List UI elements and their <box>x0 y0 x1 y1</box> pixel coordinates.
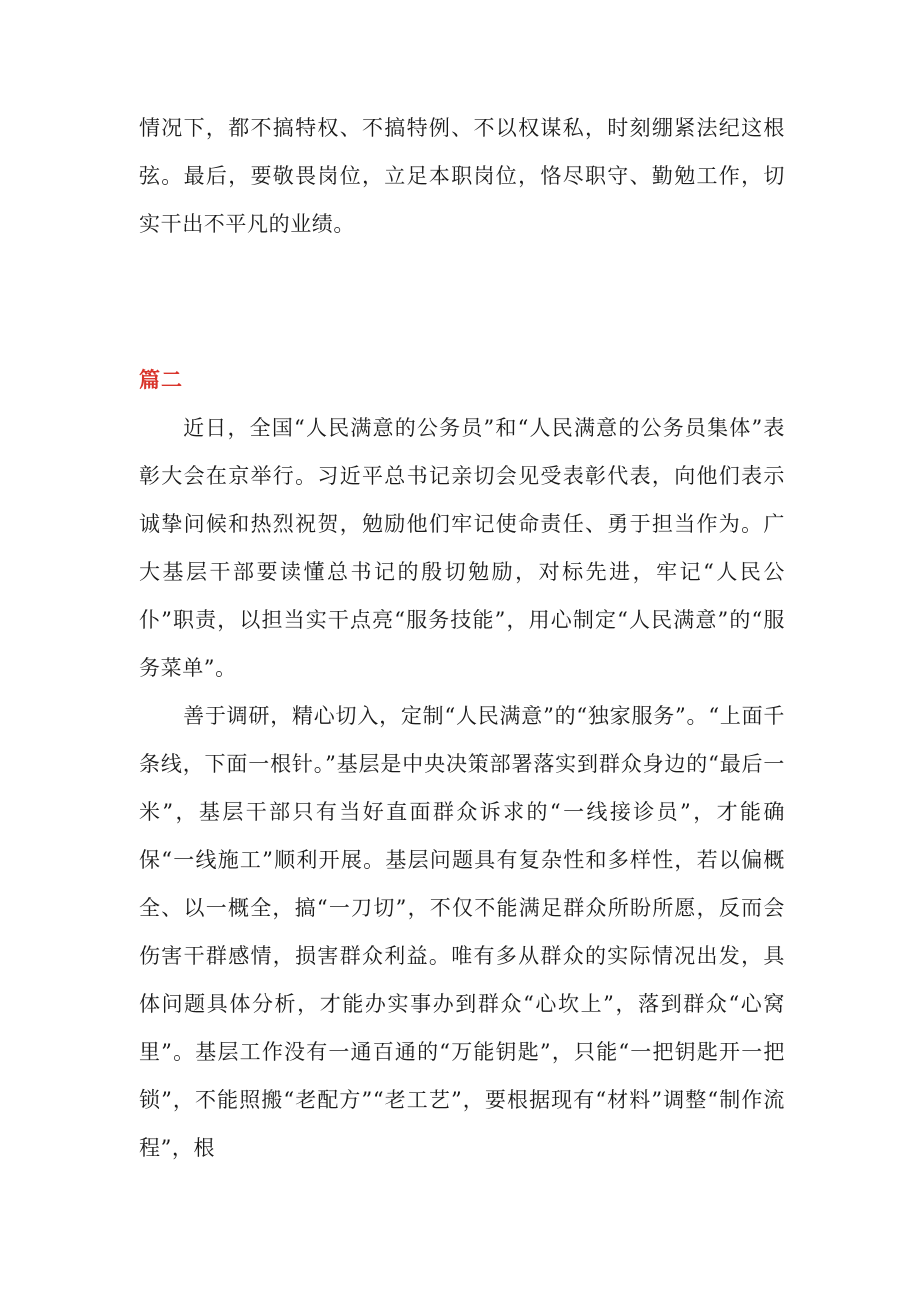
document-body <box>139 104 785 1172</box>
continued-paragraph: 情况下，都不搞特权、不搞特例、不以权谋私，时刻绷紧法纪这根弦。最后，要敬畏岗位，立足本职岗位，恪尽职守、勤勉工作，切实干出不平凡的业绩。 <box>139 116 785 236</box>
section-spacer <box>139 248 785 356</box>
body-paragraph-1: 近日，全国“人民满意的公务员”和“人民满意的公务员集体”表彰大会在京举行。习近平总书记亲切会见受表彰代表，向他们表示诚挚问候和热烈祝贺，勉励他们牢记使命责任、勇于担当作为。广大基层干部要读懂总书记的殷切勉励，对标先进，牢记“人民公仆”职责，以担当实干点亮“服务技能”，用心制定“人民满意”的“服务菜单”。 <box>139 416 785 680</box>
body-paragraph-2: 善于调研，精心切入，定制“人民满意”的“独家服务”。“上面千条线，下面一根针。”基层是中央决策部署落实到群众身边的“最后一米”，基层干部只有当好直面群众诉求的“一线接诊员”，才能确保“一线施工”顺利开展。基层问题具有复杂性和多样性，若以偏概全、以一概全，搞“一刀切”，不仅不能满足群众所盼所愿，反而会伤害干群感情，损害群众利益。唯有多从群众的实际情况出发，具体问题具体分析，才能办实事办到群众“心坎上”，落到群众“心窝里”。基层工作没有一通百通的“万能钥匙”，只能“一把钥匙开一把锁”，不能照搬“老配方”“老工艺”，要根据现有“材料”调整“制作流程”，根 <box>139 704 785 1160</box>
section-heading: 篇二 <box>139 367 183 392</box>
